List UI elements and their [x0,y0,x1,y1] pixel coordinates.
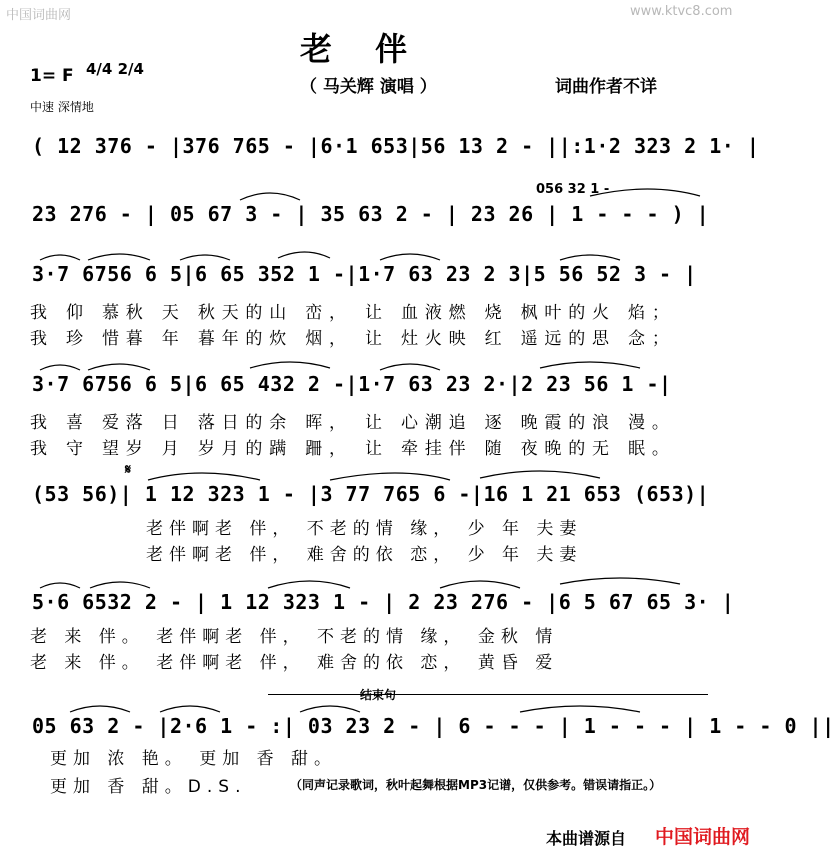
score-line-5-lyric-2: 老伴啊老 伴， 难舍的依 恋， 少 年 夫妻 [146,545,583,565]
score-line-4-lyric-1: 我 喜 爱落 日 落日的余 晖， 让 心潮追 逐 晚霞的浪 漫。 [30,413,676,433]
score-line-1-notes: ( 12 376 - |376 765 - |6·1 653|56 13 2 - ||:1·2 323 2 1· | [32,134,760,158]
footer-site: 中国词曲网 [655,826,751,848]
score-line-4-lyric-2: 我 守 望岁 月 岁月的蹒 跚， 让 牵挂伴 随 夜晚的无 眠。 [30,439,676,459]
score-line-7-lyric-1: 更加 浓 艳。 更加 香 甜。 [50,749,338,769]
score-line-3-lyric-2: 我 珍 惜暮 年 暮年的炊 烟， 让 灶火映 红 遥远的思 念； [30,329,676,349]
credit: 词曲作者不详 [555,77,657,97]
tempo-marking: 中速 深情地 [30,100,94,114]
score-line-6-notes: 5·6 6532 2 - | 1 12 323 1 - | 2 23 276 - |6 5 67 65 3· | [32,590,735,614]
segno-sign: 𝄋 [125,462,132,478]
score-line-2-small-notes: 056 32 1 - [536,182,610,197]
time-signature: 4/4 2/4 [86,60,144,78]
song-title: 老 伴 [300,30,424,68]
score-line-6-lyric-2: 老 来 伴。 老伴啊老 伴， 难舍的依 恋， 黄昏 爱 [30,653,559,673]
footer-label: 本曲谱源自 [546,829,627,848]
watermark-left: 中国词曲网 [6,8,72,23]
score-line-7-lyric-2: 更加 香 甜。D.S. [50,777,247,797]
ending-label: 结束句 [360,688,397,702]
score-line-2-notes: 23 276 - | 05 67 3 - | 35 63 2 - | 23 26 | 1 - - - ) | [32,202,710,226]
score-line-3-notes: 3·7 6756 6 5|6 65 352 1 -|1·7 63 23 2 3|5 56 52 3 - | [32,262,697,286]
score-line-5-lyric-1: 老伴啊老 伴， 不老的情 缘， 少 年 夫妻 [146,519,583,539]
key-signature: 1= F [30,66,74,86]
score-line-3-lyric-1: 我 仰 慕秋 天 秋天的山 峦， 让 血液燃 烧 枫叶的火 焰； [30,303,676,323]
score-line-6-lyric-1: 老 来 伴。 老伴啊老 伴， 不老的情 缘， 金秋 情 [30,627,559,647]
score-line-7-notes: 05 63 2 - |2·6 1 - :| 03 23 2 - | 6 - - - | 1 - - - | 1 - - 0 || [32,714,835,738]
transcription-note: （同声记录歌词，秋叶起舞根据MP3记谱，仅供参考。错误请指正。） [290,778,662,792]
watermark-right: www.ktvc8.com [630,4,733,19]
score-line-4-notes: 3·7 6756 6 5|6 65 432 2 -|1·7 63 23 2·|2 23 56 1 -| [32,372,672,396]
score-line-5-notes: (53 56)| 1 12 323 1 - |3 77 765 6 -|16 1 21 653 (653)| [32,482,710,506]
performer: （ 马关辉 演唱 ） [300,77,437,97]
